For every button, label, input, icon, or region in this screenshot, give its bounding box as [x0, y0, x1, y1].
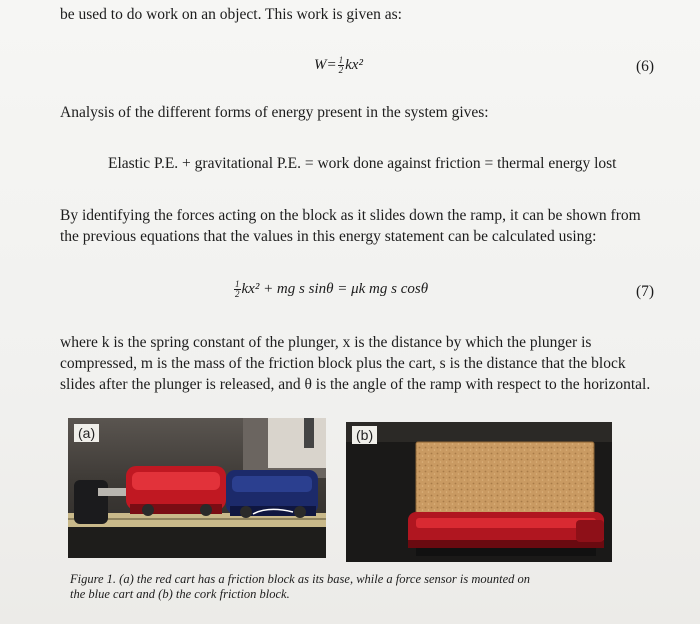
eq6-rhs: kx²	[345, 56, 363, 73]
analysis-line: Analysis of the different forms of energy present in the system gives:	[60, 104, 489, 121]
figure-caption	[70, 572, 530, 602]
where-line-1: where k is the spring constant of the plunger, x is the distance by which the plunger is	[60, 334, 592, 351]
eq6-fraction	[338, 56, 345, 75]
eq7-frac-den: 2	[235, 289, 240, 299]
eq6-frac-num: 1	[338, 55, 344, 65]
equation-7-number: (7)	[636, 283, 655, 300]
identify-line-2: the previous equations that the values in this energy statement can be calculated using:	[60, 228, 597, 245]
eq7-frac-num: 1	[235, 279, 240, 289]
carts-illustration	[68, 418, 326, 558]
identify-paragraph	[60, 205, 641, 247]
equation-6	[314, 56, 363, 75]
figure-label-b: (b)	[352, 426, 377, 444]
eq7-body: kx² + mg s sinθ = μk mg s cosθ	[241, 280, 429, 297]
where-line-2: compressed, m is the mass of the friction block plus the cart, s is the distance that the block	[60, 355, 626, 372]
intro-line: be used to do work on an object. This work is given as:	[60, 6, 402, 23]
eq7-fraction	[234, 280, 241, 299]
photo-cork-friction-block	[346, 422, 612, 562]
caption-line-1: Figure 1. (a) the red cart has a friction block as its base, while a force sensor is mounted on	[70, 572, 531, 586]
cork-block-illustration	[346, 422, 612, 562]
identify-line-1: By identifying the forces acting on the block as it slides down the ramp, it can be shown from	[60, 207, 641, 224]
where-paragraph	[60, 332, 650, 395]
figure-label-a: (a)	[74, 424, 99, 442]
eq6-lhs: W	[314, 56, 327, 73]
caption-line-2: the blue cart and (b) the cork friction block.	[70, 587, 290, 601]
photo-red-blue-carts	[68, 418, 326, 558]
equation-7	[233, 280, 428, 299]
equation-6-number: (6)	[636, 58, 655, 75]
where-line-3: slides after the plunger is released, and θ is the angle of the ramp with respect to the horizontal.	[60, 376, 651, 393]
eq6-equals: =	[326, 56, 337, 73]
energy-statement: Elastic P.E. + gravitational P.E. = work done against friction = thermal energy lost	[108, 155, 617, 172]
eq6-frac-den: 2	[338, 65, 344, 75]
